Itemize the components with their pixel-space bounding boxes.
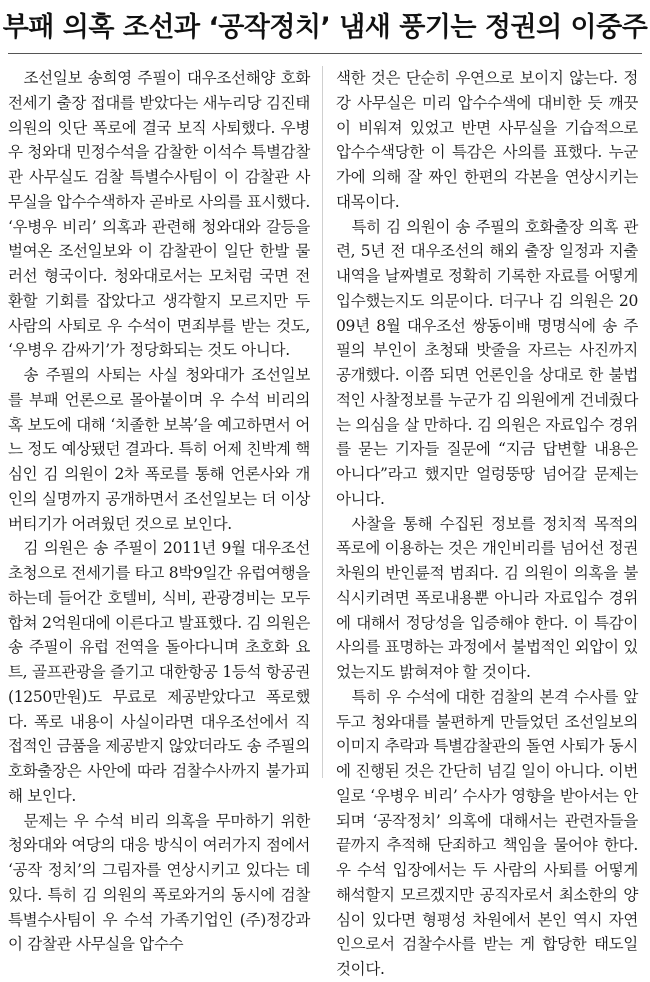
article-column-left (8, 66, 310, 954)
paragraph: 특히 김 의원이 송 주필의 호화출장 의혹 관련, 5년 전 대우조선의 해외 출장 일정과 지출내역을 날짜별로 정확히 기록한 자료를 어떻게 입수했는지도 의문이다. 더구나 김 의원은 2009년 8월 대우조선 쌍동이배 명명식에 송 주필의 부인이 초청돼 밧줄을 자르는 사진까지 공개했다. 이쯤 되면 언론인을 상대로 한 불법적인 사찰정보를 누군가 김 의원에게 건네줬다는 의심을 살 만하다. 김 의원은 자료입수 경위를 묻는 기자들 질문에 “지금 답변할 내용은 아니다”라고 했지만 얼렁뚱땅 넘어갈 문제는 아니다. (336, 217, 638, 508)
paragraph: 문제는 우 수석 비리 의혹을 무마하기 위한 청와대와 여당의 대응 방식이 여러가지 점에서 ‘공작 정치’의 그림자를 연상시키고 있다는 데 있다. 특히 김 의원의 폭로와거의 동시에 검찰 특별수사팀이 우 수석 가족기업인 (주)정강과 이 감찰관 사무실을 압수수 (8, 811, 310, 954)
paragraph: 송 주필의 사퇴는 사실 청와대가 조선일보를 부패 언론으로 몰아붙이며 우 수석 비리의혹 보도에 대해 ‘치졸한 보복’을 예고하면서 어느 정도 예상됐던 결과다. 특히 어제 친박계 핵심인 김 의원이 2차 폭로를 통해 언론사와 개인의 실명까지 공개하면서 조선일보는 더 이상 버티기가 어려웠던 것으로 보인다. (8, 366, 310, 533)
headline: 부패 의혹 조선과 ‘공작정치’ 냄새 풍기는 정권의 이중주 (2, 12, 648, 43)
column-divider (322, 66, 323, 778)
headline-rule (8, 53, 642, 54)
paragraph: 색한 것은 단순히 우연으로 보이지 않는다. 정강 사무실은 미리 압수수색에 대비한 듯 깨끗이 비워져 있었고 반면 사무실을 기습적으로 압수수색당한 이 특감은 사의를 표했다. 누군가에 의해 잘 짜인 한편의 각본을 연상시키는 대목이다. (336, 69, 638, 211)
article-column-right (336, 66, 638, 978)
paragraph: 김 의원은 송 주필이 2011년 9월 대우조선 초청으로 전세기를 타고 8박9일간 유럽여행을 하는데 들어간 호텔비, 식비, 관광경비는 모두 합쳐 2억원대에 이른다고 발표했다. 김 의원은 송 주필이 유럽 전역을 돌아다니며 초호화 요트, 골프관광을 즐기고 대한항공 1등석 항공권(1250만원)도 무료로 제공받았다고 폭로했다. 폭로 내용이 사실이라면 대우조선에서 직접적인 금품을 제공받지 않았더라도 송 주필의 호화출장은 사안에 따라 검찰수사까지 불가피해 보인다. (8, 539, 310, 805)
paragraph: 조선일보 송희영 주필이 대우조선해양 호화전세기 출장 접대를 받았다는 새누리당 김진태 의원의 잇단 폭로에 결국 보직 사퇴했다. 우병우 청와대 민정수석을 감찰한 이석수 특별감찰관 사무실도 검찰 특별수사팀이 이 감찰관 사무실을 압수수색하자 곧바로 사의를 표시했다. ‘우병우 비리’ 의혹과 관련해 청와대와 갈등을 벌여온 조선일보와 이 감찰관이 일단 한발 물러선 형국이다. 청와대로서는 모처럼 국면 전환할 기회를 잡았다고 생각할지 모르지만 두 사람의 사퇴로 우 수석이 면죄부를 받는 것도, ‘우병우 감싸기’가 정당화되는 것도 아니다. (8, 69, 310, 360)
paragraph: 사찰을 통해 수집된 정보를 정치적 목적의 폭로에 이용하는 것은 개인비리를 넘어선 정권 차원의 반인륜적 범죄다. 김 의원이 의혹을 불식시키려면 폭로내용뿐 아니라 자료입수 경위에 대해서 정당성을 입증해야 한다. 이 특감이 사의를 표명하는 과정에서 불법적인 외압이 있었는지도 밝혀져야 할 것이다. (336, 514, 638, 681)
paragraph: 특히 우 수석에 대한 검찰의 본격 수사를 앞두고 청와대를 불편하게 만들었던 조선일보의 이미지 추락과 특별감찰관의 돌연 사퇴가 동시에 진행된 것은 간단히 넘길 일이 아니다. 이번 일로 ‘우병우 비리’ 수사가 영향을 받아서는 안되며 ‘공작정치’ 의혹에 대해서는 관련자들을 끝까지 추적해 단죄하고 책임을 물어야 한다. 우 수석 입장에서는 두 사람의 사퇴를 어떻게 해석할지 모르겠지만 공직자로서 최소한의 양심이 있다면 형평성 차원에서 본인 역시 자연인으로서 검찰수사를 받는 게 합당한 태도일 것이다. (336, 687, 638, 978)
